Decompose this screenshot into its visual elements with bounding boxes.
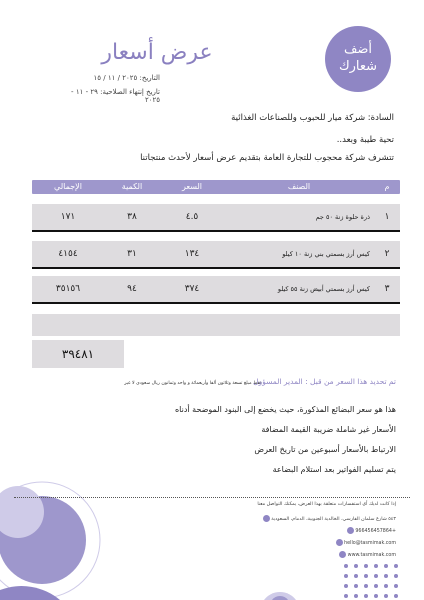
header-item: الصنف [287,182,311,191]
row-item: ذرة حلوة زنة ٥٠ جم [315,213,370,221]
email-text[interactable]: hello@tasmimak.com [344,541,396,546]
table-header [32,180,400,194]
term-item: يتم تسليم الفواتير بعد استلام البضاعة [272,465,396,474]
footer-divider [14,497,410,498]
summary-bar [32,314,400,336]
intro-line: تتشرف شركة محجوب للتجارة العامة بتقديم عرض أسعار لأحدث منتجاتنا [140,153,394,163]
row-item: كيس أرز بسمتي بني زنة ١٠ كيلو [282,250,370,258]
logo-placeholder [325,26,391,92]
logo-line-2: شعارك [338,59,378,74]
row-qty: ٩٤ [127,284,137,294]
globe-icon [339,551,346,558]
decorative-arc [260,572,300,600]
term-item: الارتباط بالأسعار أسبوعين من تاريخ العرض [254,445,396,454]
header-total: الإجمالي [54,182,82,191]
logo-line-1: أضف [343,42,373,57]
row-index: ١ [384,212,390,222]
decorative-shapes [0,440,140,600]
row-total: ٣٥١٥٦ [55,284,81,294]
contact-email-row [180,539,396,546]
header-index: م [384,182,390,191]
amount-in-words: فقط مبلغ تسعة وثلاثون ألفا وأربعمائة و واحد وثمانون ريال سعودي لا غير [124,381,262,386]
row-total: ١٧١ [60,212,76,222]
recipient-line: السادة: شركة ميار للحبوب وللصناعات الغذائية [231,113,394,123]
address-text: ٥٤٣ شارع سلمان الفارسي، الخالدية الجنوبية، الدمام، السعودية [271,517,396,522]
table-row [32,276,400,304]
row-index: ٣ [384,284,390,294]
row-price: ٣٧٤ [184,284,200,294]
row-qty: ٣١ [127,249,137,259]
phone-icon [347,527,354,534]
greeting-line: تحية طيبة وبعد.. [336,135,394,145]
header-qty: الكمية [121,182,143,191]
table-row [32,204,400,232]
term-item: الأسعار غير شاملة ضريبة القيمة المضافة [261,425,396,434]
table-row [32,241,400,269]
email-icon [336,539,343,546]
row-qty: ٣٨ [127,212,137,222]
row-price: ١٣٤ [184,249,200,259]
row-item: كيس أرز بسمتي أبيض زنة ٥٥ كيلو [277,285,370,293]
contact-website-row [180,551,396,558]
row-index: ٢ [384,249,390,259]
page-title: عرض أسعار [101,40,213,65]
row-total: ٤١٥٤ [58,249,78,259]
contact-phone-row [180,527,396,534]
decorative-dots [340,560,412,600]
phone-text[interactable]: +966456457864 [355,529,396,534]
grand-total: ٣٩٤٨١ [32,340,124,368]
contact-address-row [180,515,396,522]
contact-intro: إذا كانت لديك أي استفسارات متعلقة بهذا العرض، يمكنك التواصل معنا [257,502,396,507]
term-item: هذا هو سعر البضائع المذكورة، حيث يخضع إلى البنود الموضحة أدناه [174,405,396,414]
issue-date: التاريخ: ٢٠٢٥ / ١١ / ١٥ [93,74,160,82]
expiry-date: تاريخ إنتهاء الصلاحية: ٢٩ - ١١ - ٢٠٢٥ [71,88,160,104]
location-icon [263,515,270,522]
header-price: السعر [181,182,203,191]
website-text[interactable]: www.tasmimak.com [347,553,396,558]
responsible-line: تم تحديد هذا السعر من قبل : المدير المسؤول [253,377,396,386]
row-price: ٤.٥ [185,212,199,222]
